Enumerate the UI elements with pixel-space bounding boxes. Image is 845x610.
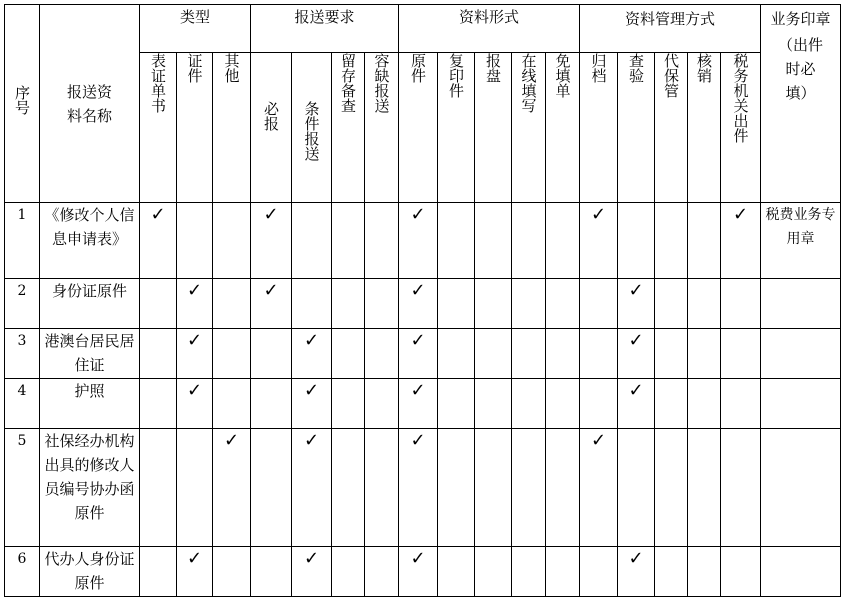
- col-type-form: 表证单书: [140, 53, 177, 203]
- check-mark: ✓: [399, 379, 438, 429]
- header-management: 资料管理方式: [580, 5, 761, 53]
- col-mgmt-custody: 代保管: [655, 53, 688, 203]
- table-row: [5, 379, 841, 429]
- check-mark: ✓: [292, 429, 332, 547]
- check-mark: ✓: [292, 329, 332, 379]
- row-seq: 4: [5, 379, 40, 429]
- check-mark: ✓: [251, 203, 292, 279]
- check-mark: ✓: [292, 379, 332, 429]
- row-name: 社保经办机构出具的修改人员编号协办函原件: [40, 429, 140, 547]
- col-form-original: 原件: [399, 53, 438, 203]
- row-seal: [761, 379, 841, 429]
- col-req-conditional: 条件报送: [292, 53, 332, 203]
- check-mark: ✓: [399, 547, 438, 597]
- col-mgmt-archive: 归档: [580, 53, 618, 203]
- row-name: 《修改个人信息申请表》: [40, 203, 140, 279]
- check-mark: ✓: [177, 379, 213, 429]
- row-name: 港澳台居民居住证: [40, 329, 140, 379]
- check-mark: ✓: [399, 329, 438, 379]
- check-mark: ✓: [618, 329, 655, 379]
- check-mark: ✓: [618, 379, 655, 429]
- col-type-other: 其他: [213, 53, 251, 203]
- col-req-required: 必报: [251, 53, 292, 203]
- row-seal: 税费业务专用章: [761, 203, 841, 279]
- col-mgmt-writeoff: 核销: [688, 53, 721, 203]
- col-form-online: 在线填写: [512, 53, 546, 203]
- row-seq: 3: [5, 329, 40, 379]
- header-name: 报送资料名称: [40, 5, 140, 203]
- header-type: 类型: [140, 5, 251, 53]
- col-mgmt-verify: 查验: [618, 53, 655, 203]
- check-mark: ✓: [721, 203, 761, 279]
- row-name: 代办人身份证原件: [40, 547, 140, 597]
- col-form-nofill: 免填单: [546, 53, 580, 203]
- col-mgmt-issue: 税务机关出件: [721, 53, 761, 203]
- row-seal: [761, 279, 841, 329]
- row-seq: 2: [5, 279, 40, 329]
- table-row: [5, 547, 841, 597]
- row-name: 身份证原件: [40, 279, 140, 329]
- row-seq: 6: [5, 547, 40, 597]
- row-name: 护照: [40, 379, 140, 429]
- col-form-copy: 复印件: [438, 53, 475, 203]
- row-seal: [761, 547, 841, 597]
- row-seq: 5: [5, 429, 40, 547]
- row-seal: [761, 429, 841, 547]
- check-mark: ✓: [140, 203, 177, 279]
- check-mark: ✓: [618, 547, 655, 597]
- col-req-waiver: 容缺报送: [365, 53, 399, 203]
- col-form-disk: 报盘: [475, 53, 512, 203]
- check-mark: ✓: [399, 203, 438, 279]
- row-seal: [761, 329, 841, 379]
- check-mark: ✓: [213, 429, 251, 547]
- row-seq: 1: [5, 203, 40, 279]
- check-mark: ✓: [251, 279, 292, 329]
- col-req-retain: 留存备查: [332, 53, 365, 203]
- table-row: [5, 429, 841, 547]
- check-mark: ✓: [177, 547, 213, 597]
- header-seq: 序号: [5, 5, 40, 203]
- check-mark: ✓: [618, 279, 655, 329]
- check-mark: ✓: [177, 329, 213, 379]
- check-mark: ✓: [580, 203, 618, 279]
- header-row-groups: [5, 5, 841, 53]
- check-mark: ✓: [177, 279, 213, 329]
- check-mark: ✓: [580, 429, 618, 547]
- document-table: [4, 4, 841, 597]
- check-mark: ✓: [399, 279, 438, 329]
- check-mark: ✓: [292, 547, 332, 597]
- header-requirement: 报送要求: [251, 5, 399, 53]
- header-form: 资料形式: [399, 5, 580, 53]
- header-seal: 业务印章 （出件时必填）: [761, 5, 841, 203]
- col-type-certificate: 证件: [177, 53, 213, 203]
- table-row: [5, 329, 841, 379]
- table-row: [5, 203, 841, 279]
- check-mark: ✓: [399, 429, 438, 547]
- table-row: [5, 279, 841, 329]
